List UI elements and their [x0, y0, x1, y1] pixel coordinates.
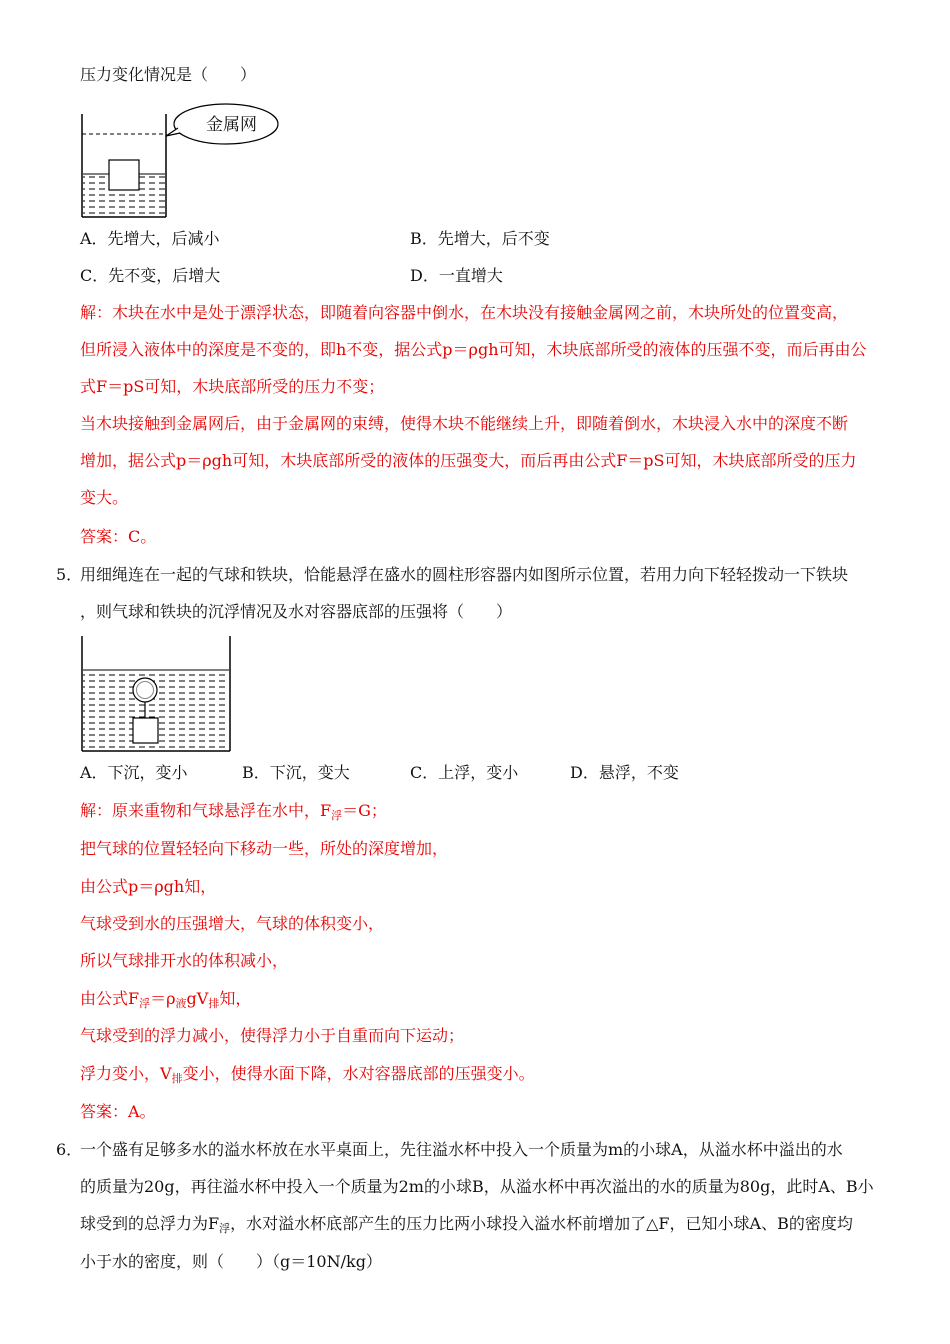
q4-answer: 答案：C。 — [80, 527, 157, 546]
q5-solution-line: 解：原来重物和气球悬浮在水中，$F_浮=G$； — [80, 801, 387, 822]
q6-number: 6． — [56, 1140, 83, 1159]
q5-stem-line: 用细绳连在一起的气球和铁块，恰能悬浮在盛水的圆柱形容器内如图所示位置，若用力向下轻轻拨动一下铁块 — [80, 565, 849, 584]
q5-solution-line: 气球受到的浮力减小，使得浮力小于自重而向下运动； — [80, 1026, 465, 1045]
q5-number: 5． — [56, 565, 83, 584]
q6-stem-line: 球受到的总浮力为$F_浮$，水对溢水杯底部产生的压力比两小球投入溢水杯前增加了△F，已知小球A、B的密度均 — [80, 1214, 853, 1235]
q5-solution-line: 由公式$F_浮=\rho_液gV_排$知， — [80, 989, 252, 1010]
q4-figure — [78, 102, 298, 212]
q4-solution-line: 但所浸入液体中的深度是不变的，即h不变，据公式p＝ρgh可知，木块底部所受的液体的压强不变，而后再由公 — [80, 340, 867, 359]
q4-solution-line: 解：木块在水中是处于漂浮状态，即随着向容器中倒水，在木块没有接触金属网之前，木块所处的位置变高， — [80, 303, 849, 322]
q4-option-b: B．先增大，后不变 — [410, 229, 550, 248]
q5-solution-line: 气球受到水的压强增大，气球的体积变小， — [80, 914, 385, 933]
q5-solution-line: 把气球的位置轻轻向下移动一些，所处的深度增加， — [80, 839, 449, 858]
q4-solution-line: 式F＝pS可知，木块底部所受的压力不变； — [80, 377, 385, 396]
q5-solution-line: 由公式p＝ρgh知， — [80, 877, 217, 896]
q5-option-c: C．上浮，变小 — [410, 763, 519, 782]
q5-option-a: A．下沉，变小 — [80, 763, 188, 782]
q4-option-d: D．一直增大 — [410, 266, 503, 285]
q5-option-d: D．悬浮，不变 — [570, 763, 679, 782]
q4-option-a: A．先增大，后减小 — [80, 229, 220, 248]
q5-solution-line: 浮力变小，$V_排$变小，使得水面下降，水对容器底部的压强变小。 — [80, 1064, 535, 1085]
q5-answer: 答案：A。 — [80, 1102, 156, 1121]
q6-stem-line: 小于水的密度，则（ ）（g＝10N/kg） — [80, 1252, 382, 1271]
metal-net-label: 金属网 — [206, 115, 257, 135]
q5-solution-line: 所以气球排开水的体积减小， — [80, 951, 289, 970]
q4-option-c: C．先不变，后增大 — [80, 266, 221, 285]
q6-stem-line: 一个盛有足够多水的溢水杯放在水平桌面上，先往溢水杯中投入一个质量为m的小球A，从溢水杯中溢出的水 — [80, 1140, 843, 1159]
q5-option-b: B．下沉，变大 — [242, 763, 350, 782]
q4-stem-tail: 压力变化情况是（ ） — [80, 65, 257, 84]
q5-stem-line: ，则气球和铁块的沉浮情况及水对容器底部的压强将（ ） — [80, 602, 513, 621]
q4-solution-line: 增加，据公式p＝ρgh可知，木块底部所受的液体的压强变大，而后再由公式F＝pS可知，木块底部所受的压力 — [80, 451, 857, 470]
q4-solution-line: 当木块接触到金属网后，由于金属网的束缚，使得木块不能继续上升，即随着倒水，木块浸入水中的深度不断 — [80, 414, 849, 433]
q4-solution-line: 变大。 — [80, 488, 129, 507]
q5-figure — [78, 636, 238, 756]
q6-stem-line: 的质量为20g，再往溢水杯中投入一个质量为2m的小球B，从溢水杯中再次溢出的水的质量为80g，此时A、B小 — [80, 1177, 874, 1196]
